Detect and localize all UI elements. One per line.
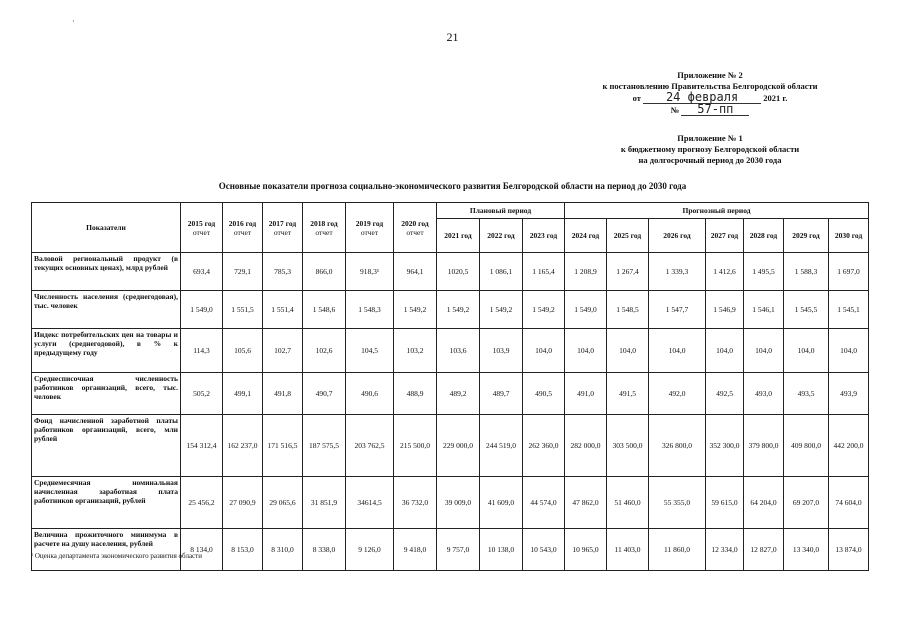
table-cell: 262 360,0: [523, 415, 565, 477]
appendix-1-title: Приложение № 1: [677, 133, 743, 143]
table-cell: 493,9: [829, 373, 869, 415]
table-cell: 1 549,2: [523, 291, 565, 329]
table-cell: 1 549,2: [480, 291, 523, 329]
table-cell: 491,0: [565, 373, 607, 415]
table-cell: 9 757,0: [437, 529, 480, 571]
table-cell: 282 000,0: [565, 415, 607, 477]
table-cell: 8 338,0: [303, 529, 346, 571]
table-cell: 8 134,0: [181, 529, 223, 571]
header-2030: 2030 год: [829, 219, 869, 253]
table-cell: 1 549,0: [181, 291, 223, 329]
appendix-1-block: [560, 133, 860, 166]
date-suffix: 2021 г.: [763, 93, 788, 103]
table-cell: 104,0: [523, 329, 565, 373]
table-cell: 9 418,0: [394, 529, 437, 571]
indicators-table: [31, 202, 869, 571]
page-number: 21: [446, 30, 459, 44]
table-cell: 36 732,0: [394, 477, 437, 529]
table-cell: 13 340,0: [784, 529, 829, 571]
table-cell: 1 697,0: [829, 253, 869, 291]
table-row: [32, 477, 869, 529]
table-cell: 103,2: [394, 329, 437, 373]
table-cell: 379 800,0: [744, 415, 784, 477]
table-cell: 1 412,6: [706, 253, 744, 291]
number-handwritten: 57-пп: [681, 104, 749, 116]
table-cell: 1 549,2: [394, 291, 437, 329]
table-cell: 74 604,0: [829, 477, 869, 529]
table-cell: 25 456,2: [181, 477, 223, 529]
table-cell: 1 547,7: [649, 291, 706, 329]
table-cell: 493,0: [744, 373, 784, 415]
table-cell: 104,0: [829, 329, 869, 373]
row-indicator-name: Численность населения (среднегодовая), тыс. человек: [32, 291, 181, 329]
header-2015: 2015 год отчет: [181, 203, 223, 253]
table-cell: 866,0: [303, 253, 346, 291]
header-2021: 2021 год: [437, 219, 480, 253]
table-cell: 105,6: [223, 329, 263, 373]
table-cell: 490,5: [523, 373, 565, 415]
appendix-2-block: [560, 70, 860, 116]
table-cell: 409 800,0: [784, 415, 829, 477]
table-cell: 69 207,0: [784, 477, 829, 529]
footnote: ¹ Оценка департамента экономического развития области: [31, 552, 202, 560]
table-row: [32, 415, 869, 477]
appendix-2-line1: к постановлению Правительства Белгородской области: [602, 81, 818, 91]
header-2018: 2018 год отчет: [303, 203, 346, 253]
header-2026: 2026 год: [649, 219, 706, 253]
table-cell: 104,0: [649, 329, 706, 373]
table-cell: 1 549,0: [565, 291, 607, 329]
table-cell: 326 800,0: [649, 415, 706, 477]
appendix-1-line2: на долгосрочный период до 2030 года: [638, 155, 782, 165]
table-cell: 104,0: [607, 329, 649, 373]
date-prefix: от: [632, 93, 641, 103]
row-indicator-name: Величина прожиточного минимума в расчете на душу населения, рублей: [32, 529, 181, 571]
table-cell: 11 403,0: [607, 529, 649, 571]
table-cell: 12 827,0: [744, 529, 784, 571]
table-cell: 104,0: [565, 329, 607, 373]
table-cell: 492,0: [649, 373, 706, 415]
table-cell: 442 200,0: [829, 415, 869, 477]
table-cell: 1 339,3: [649, 253, 706, 291]
table-cell: 64 204,0: [744, 477, 784, 529]
table-cell: 490,7: [303, 373, 346, 415]
table-cell: 187 575,5: [303, 415, 346, 477]
header-2029: 2029 год: [784, 219, 829, 253]
table-cell: 114,3: [181, 329, 223, 373]
date-handwritten: 24 февраля: [643, 92, 761, 104]
header-forecast-period: Прогнозный период: [565, 203, 869, 219]
header-2022: 2022 год: [480, 219, 523, 253]
table-cell: 51 460,0: [607, 477, 649, 529]
table-cell: 171 516,5: [263, 415, 303, 477]
table-cell: 8 153,0: [223, 529, 263, 571]
table-row: [32, 529, 869, 571]
number-prefix: №: [670, 105, 680, 115]
table-cell: 104,0: [706, 329, 744, 373]
table-cell: 505,2: [181, 373, 223, 415]
appendix-1-line1: к бюджетному прогнозу Белгородской области: [620, 144, 800, 154]
table-cell: 31 851,9: [303, 477, 346, 529]
table-cell: 59 615,0: [706, 477, 744, 529]
table-cell: 154 312,4: [181, 415, 223, 477]
header-2016: 2016 год отчет: [223, 203, 263, 253]
table-cell: 39 009,0: [437, 477, 480, 529]
table-cell: 12 334,0: [706, 529, 744, 571]
table-cell: 303 500,0: [607, 415, 649, 477]
row-indicator-name: Среднесписочная численность работников организаций, всего, тыс. человек: [32, 373, 181, 415]
table-cell: 499,1: [223, 373, 263, 415]
header-2019: 2019 год отчет: [346, 203, 394, 253]
table-cell: 489,7: [480, 373, 523, 415]
table-cell: 10 965,0: [565, 529, 607, 571]
table-cell: 729,1: [223, 253, 263, 291]
table-cell: 102,6: [303, 329, 346, 373]
header-2027: 2027 год: [706, 219, 744, 253]
table-cell: 1 588,3: [784, 253, 829, 291]
table-cell: 104,0: [784, 329, 829, 373]
table-cell: 1 086,1: [480, 253, 523, 291]
table-cell: 9 126,0: [346, 529, 394, 571]
header-indicator: Показатели: [32, 203, 181, 253]
table-cell: 44 574,0: [523, 477, 565, 529]
table-cell: 1 208,9: [565, 253, 607, 291]
table-cell: 1 545,5: [784, 291, 829, 329]
table-cell: 55 355,0: [649, 477, 706, 529]
table-cell: 203 762,5: [346, 415, 394, 477]
row-indicator-name: Среднемесячная номинальная начисленная заработная плата работников организаций, рублей: [32, 477, 181, 529]
header-2020: 2020 год отчет: [394, 203, 437, 253]
table-row: [32, 291, 869, 329]
table-cell: 29 065,6: [263, 477, 303, 529]
table-cell: 103,6: [437, 329, 480, 373]
row-indicator-name: Фонд начисленной заработной платы работников организаций, всего, млн рублей: [32, 415, 181, 477]
table-cell: 1 549,2: [437, 291, 480, 329]
table-cell: 27 090,9: [223, 477, 263, 529]
table-cell: 8 310,0: [263, 529, 303, 571]
table-cell: 491,5: [607, 373, 649, 415]
header-2017: 2017 год отчет: [263, 203, 303, 253]
table-cell: 352 300,0: [706, 415, 744, 477]
table-cell: 1 548,3: [346, 291, 394, 329]
table-body: [32, 253, 869, 571]
table-cell: 41 609,0: [480, 477, 523, 529]
appendix-2-number-line: [560, 104, 860, 116]
table-cell: 11 860,0: [649, 529, 706, 571]
table-cell: 493,5: [784, 373, 829, 415]
table-cell: 693,4: [181, 253, 223, 291]
scan-mark: ·: [72, 17, 75, 26]
header-2025: 2025 год: [607, 219, 649, 253]
table-cell: 47 862,0: [565, 477, 607, 529]
appendix-2-title: Приложение № 2: [677, 70, 743, 80]
table-cell: 1 548,6: [303, 291, 346, 329]
table-cell: 1 545,1: [829, 291, 869, 329]
header-2023: 2023 год: [523, 219, 565, 253]
table-cell: 492,5: [706, 373, 744, 415]
table-cell: 102,7: [263, 329, 303, 373]
table-cell: 785,3: [263, 253, 303, 291]
table-cell: 103,9: [480, 329, 523, 373]
table-cell: 104,5: [346, 329, 394, 373]
table-cell: 10 138,0: [480, 529, 523, 571]
table-cell: 964,1: [394, 253, 437, 291]
table-cell: 1 548,5: [607, 291, 649, 329]
table-cell: 1020,5: [437, 253, 480, 291]
row-indicator-name: Индекс потребительских цен на товары и услуги (среднегодовой), в % к предыдущему году: [32, 329, 181, 373]
table-cell: 490,6: [346, 373, 394, 415]
header-2024: 2024 год: [565, 219, 607, 253]
table-cell: 104,0: [744, 329, 784, 373]
table-cell: 1 546,1: [744, 291, 784, 329]
header-planned-period: Плановый период: [437, 203, 565, 219]
table-cell: 162 237,0: [223, 415, 263, 477]
table-cell: 1 551,5: [223, 291, 263, 329]
table-cell: 244 519,0: [480, 415, 523, 477]
table-cell: 489,2: [437, 373, 480, 415]
document-title: Основные показатели прогноза социально-экономического развития Белгородской области на период до 2030 года: [218, 181, 687, 191]
table-cell: 1 267,4: [607, 253, 649, 291]
table-cell: 491,8: [263, 373, 303, 415]
row-indicator-name: Валовой региональный продукт (в текущих основных ценах), млрд рублей: [32, 253, 181, 291]
table-cell: 918,3¹: [346, 253, 394, 291]
table-cell: 10 543,0: [523, 529, 565, 571]
table-cell: 1 495,5: [744, 253, 784, 291]
table-cell: 215 500,0: [394, 415, 437, 477]
table-cell: 13 874,0: [829, 529, 869, 571]
table-cell: 1 546,9: [706, 291, 744, 329]
table-row: [32, 373, 869, 415]
table-cell: 229 000,0: [437, 415, 480, 477]
table-row: [32, 329, 869, 373]
table-row: [32, 253, 869, 291]
table-cell: 34614,5: [346, 477, 394, 529]
table-cell: 1 551,4: [263, 291, 303, 329]
header-2028: 2028 год: [744, 219, 784, 253]
table-cell: 1 165,4: [523, 253, 565, 291]
table-cell: 488,9: [394, 373, 437, 415]
